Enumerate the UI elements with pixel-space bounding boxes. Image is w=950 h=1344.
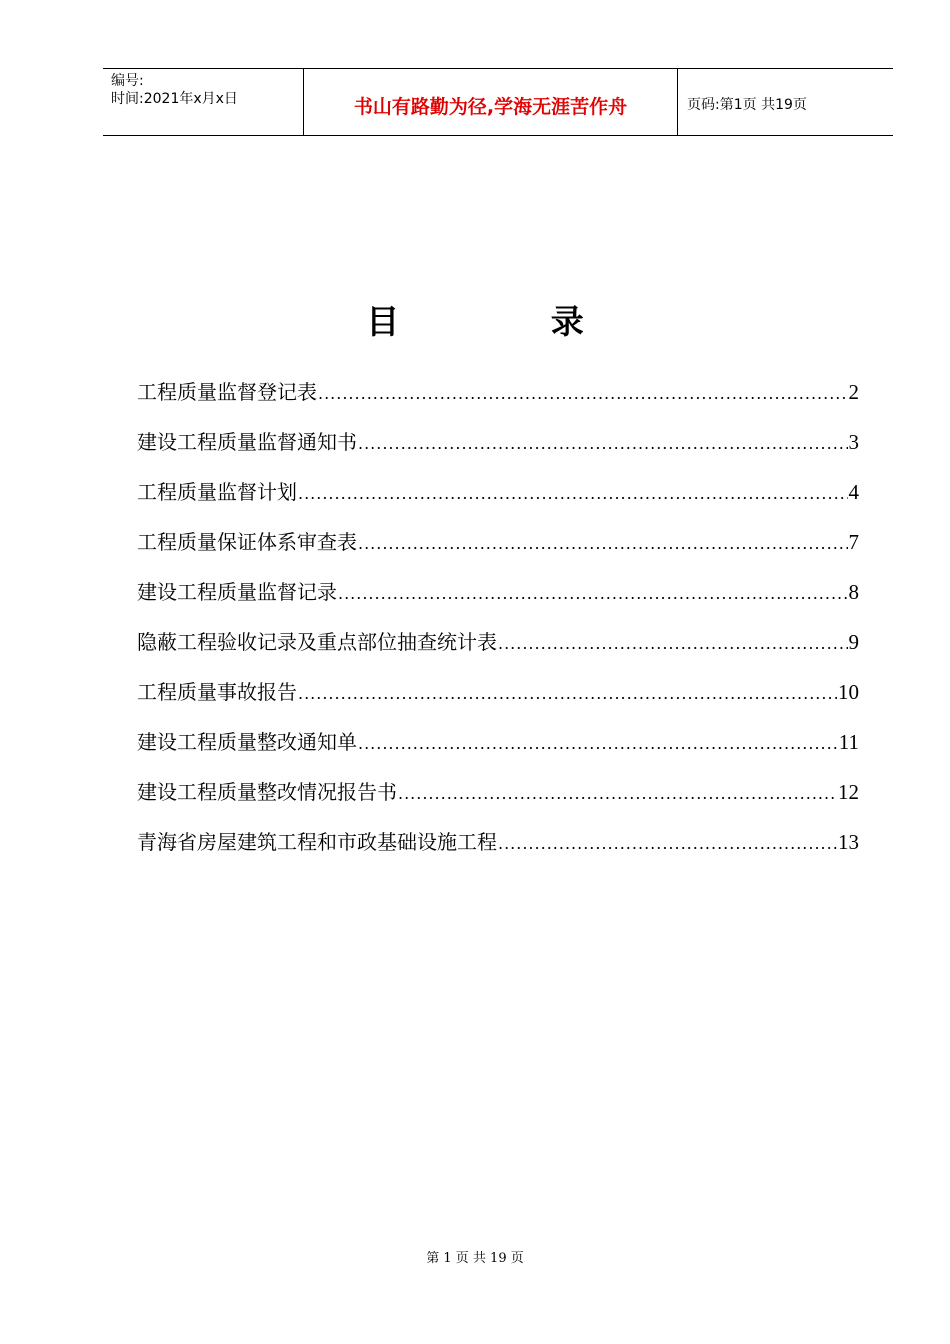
- toc-entry-page: 8: [848, 580, 859, 604]
- toc-entry[interactable]: [137, 778, 859, 828]
- page-footer: 第 1 页 共 19 页: [426, 1251, 524, 1266]
- toc-entry-page: 3: [848, 430, 859, 454]
- toc-entry[interactable]: [137, 628, 859, 678]
- toc-entry-page: 2: [848, 380, 859, 404]
- toc-entry-page: 9: [848, 630, 859, 654]
- toc-entry-text: 隐蔽工程验收记录及重点部位抽查统计表: [137, 630, 497, 654]
- toc-leader-dots: [318, 380, 848, 408]
- toc-entry[interactable]: [137, 678, 859, 728]
- toc-leader-dots: [498, 830, 837, 858]
- toc-leader-dots: [398, 780, 837, 808]
- toc-entry-text: 青海省房屋建筑工程和市政基础设施工程: [137, 830, 497, 854]
- toc-entry-page: 13: [838, 830, 859, 854]
- header-meta: [103, 69, 304, 135]
- toc-entry[interactable]: [137, 578, 859, 628]
- document-number-label: 编号:: [111, 73, 144, 89]
- toc-entry-page: 11: [838, 730, 859, 754]
- toc-entry-page: 7: [848, 530, 859, 554]
- document-time-label: 时间:2021年x月x日: [111, 91, 238, 107]
- header-motto: 书山有路勤为径,学海无涯苦作舟: [304, 69, 678, 135]
- toc-entry-text: 建设工程质量整改情况报告书: [137, 780, 397, 804]
- toc-entry[interactable]: [137, 478, 859, 528]
- toc-leader-dots: [358, 730, 838, 758]
- toc-leader-dots: [298, 680, 837, 708]
- toc-entry[interactable]: [137, 428, 859, 478]
- toc-entry-page: 4: [848, 480, 859, 504]
- toc-leader-dots: [498, 630, 848, 658]
- header-page-code: 页码:第1页 共19页: [687, 97, 807, 113]
- toc-list: [137, 378, 859, 878]
- toc-entry-text: 工程质量保证体系审查表: [137, 530, 357, 554]
- toc-entry[interactable]: [137, 828, 859, 878]
- toc-entry-text: 建设工程质量监督记录: [137, 580, 337, 604]
- toc-entry[interactable]: [137, 728, 859, 778]
- toc-title: 目 录: [366, 302, 654, 341]
- toc-entry-text: 工程质量监督计划: [137, 480, 297, 504]
- toc-leader-dots: [338, 580, 848, 608]
- page-header: [103, 68, 893, 136]
- toc-leader-dots: [358, 530, 848, 558]
- toc-entry[interactable]: [137, 528, 859, 578]
- toc-entry-page: 12: [838, 780, 859, 804]
- toc-entry-text: 工程质量事故报告: [137, 680, 297, 704]
- toc-entry-text: 建设工程质量监督通知书: [137, 430, 357, 454]
- toc-entry-text: 建设工程质量整改通知单: [137, 730, 357, 754]
- toc-entry-page: 10: [838, 680, 859, 704]
- toc-leader-dots: [298, 480, 848, 508]
- toc-leader-dots: [358, 430, 848, 458]
- toc-entry[interactable]: [137, 378, 859, 428]
- toc-entry-text: 工程质量监督登记表: [137, 380, 317, 404]
